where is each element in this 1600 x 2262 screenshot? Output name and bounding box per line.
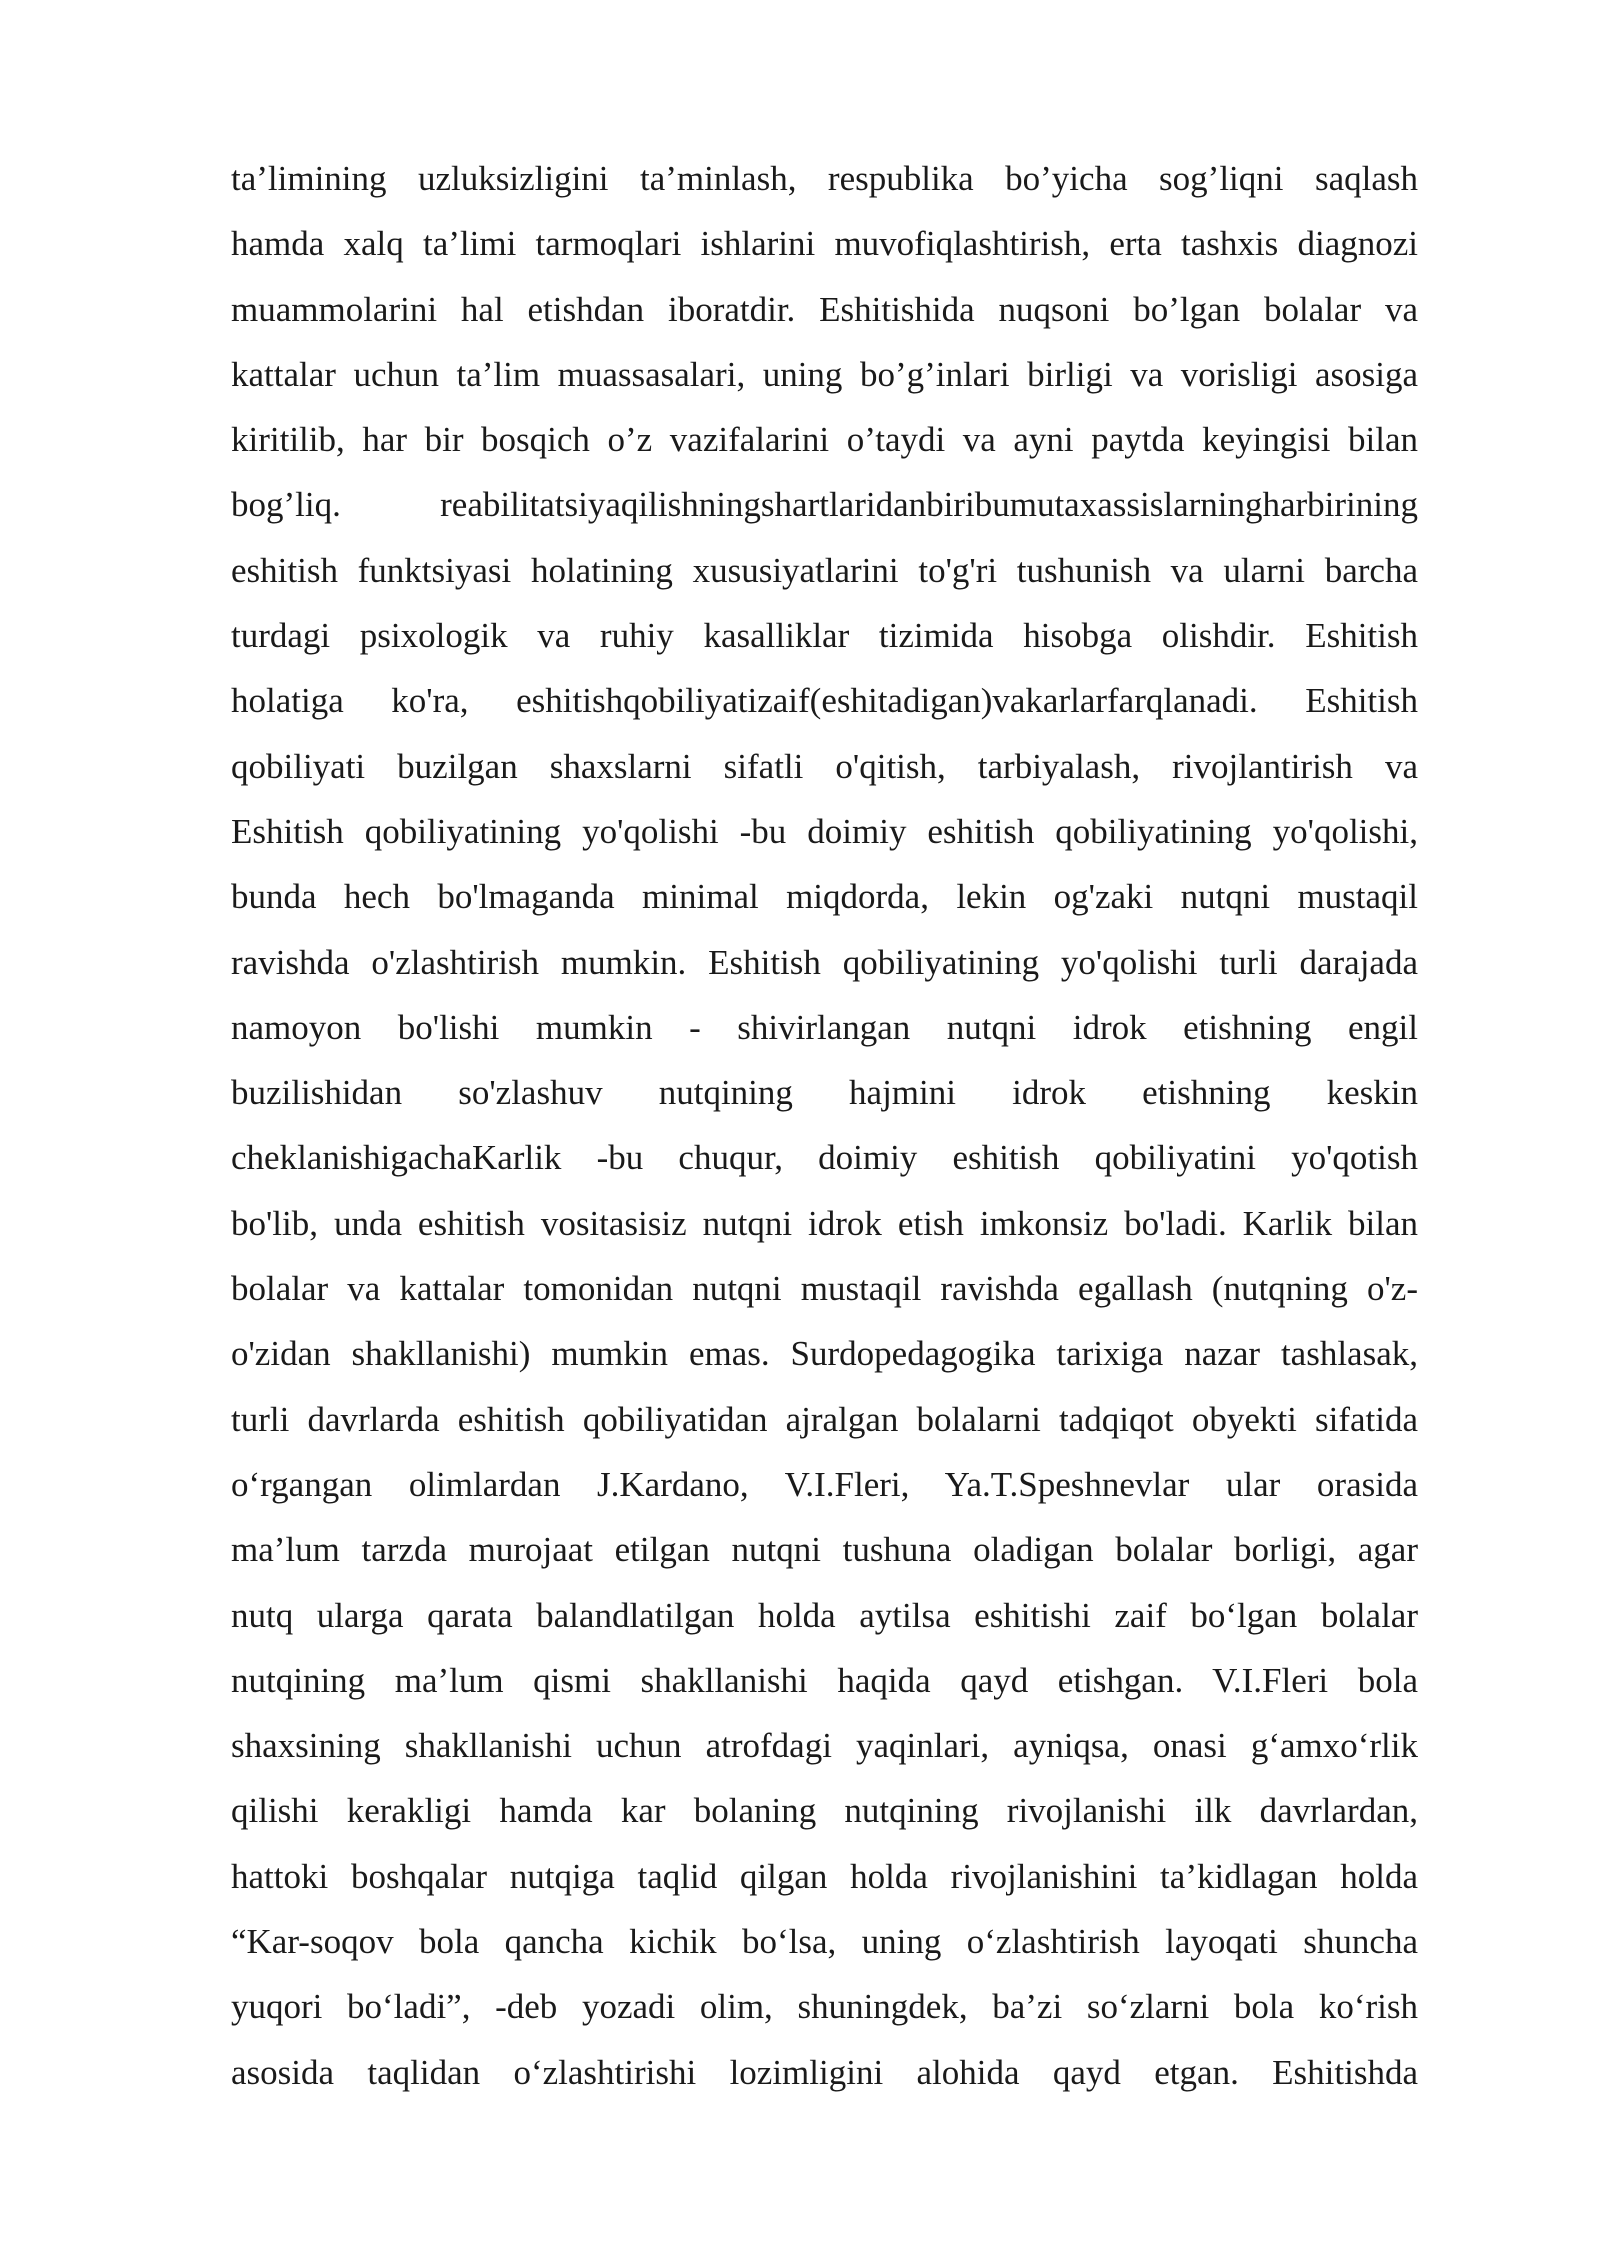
- text-line: shaxsining shakllanishi uchun atrofdagi yaqinlari, ayniqsa, onasi g‘amxo‘rlik: [231, 1726, 1418, 1766]
- text-line: Eshitish qobiliyatining yo'qolishi -bu doimiy eshitish qobiliyatining yo'qolishi,: [231, 811, 1418, 851]
- text-line: qilishi kerakligi hamda kar bolaning nutqining rivojlanishi ilk davrlardan,: [231, 1791, 1418, 1831]
- text-line: ta’limining uzluksizligini ta’minlash, respublika bo’yicha sog’liqni saqlash: [231, 159, 1418, 198]
- text-line: bog’liq. reabilitatsiyaqilishningshartlaridanbiribumutaxassislarningharbirining: [231, 485, 1418, 525]
- text-line: hamda xalq ta’limi tarmoqlari ishlarini muvofiqlashtirish, erta tashxis diagnozi: [231, 224, 1418, 264]
- text-line: turli davrlarda eshitish qobiliyatidan ajralgan bolalarni tadqiqot obyekti sifatida: [231, 1399, 1418, 1439]
- text-line: cheklanishigachaKarlik -bu chuqur, doimiy eshitish qobiliyatini yo'qotish: [231, 1138, 1418, 1178]
- body-text: [231, 146, 1418, 2105]
- text-line: nutqining ma’lum qismi shakllanishi haqida qayd etishgan. V.I.Fleri bola: [231, 1660, 1418, 1700]
- text-line: o'zidan shakllanishi) mumkin emas. Surdopedagogika tarixiga nazar tashlasak,: [231, 1334, 1418, 1374]
- text-line: turdagi psixologik va ruhiy kasalliklar tizimida hisobga olishdir. Eshitish: [231, 616, 1418, 656]
- text-line: “Kar-soqov bola qancha kichik bo‘lsa, uning o‘zlashtirish layoqati shuncha: [231, 1922, 1418, 1962]
- text-line: namoyon bo'lishi mumkin - shivirlangan nutqni idrok etishning engil: [231, 1007, 1418, 1047]
- text-line: yuqori bo‘ladi”, -deb yozadi olim, shuningdek, ba’zi so‘zlarni bola ko‘rish: [231, 1987, 1418, 2027]
- text-line: kiritilib, har bir bosqich o’z vazifalarini o’taydi va ayni paytda keyingisi bilan: [231, 420, 1418, 460]
- text-line: qobiliyati buzilgan shaxslarni sifatli o'qitish, tarbiyalash, rivojlantirish va: [231, 746, 1418, 786]
- text-line: bo'lib, unda eshitish vositasisiz nutqni idrok etish imkonsiz bo'ladi. Karlik bilan: [231, 1203, 1418, 1243]
- text-line: ravishda o'zlashtirish mumkin. Eshitish qobiliyatining yo'qolishi turli darajada: [231, 942, 1418, 982]
- text-line: bolalar va kattalar tomonidan nutqni mustaqil ravishda egallash (nutqning o'z-: [231, 1269, 1418, 1309]
- text-line: o‘rgangan olimlardan J.Kardano, V.I.Fleri, Ya.T.Speshnevlar ular orasida: [231, 1464, 1418, 1504]
- text-line: ma’lum tarzda murojaat etilgan nutqni tushuna oladigan bolalar borligi, agar: [231, 1530, 1418, 1570]
- text-line: hattoki boshqalar nutqiga taqlid qilgan holda rivojlanishini ta’kidlagan holda: [231, 1856, 1418, 1896]
- text-line: buzilishidan so'zlashuv nutqining hajmini idrok etishning keskin: [231, 1073, 1418, 1113]
- text-line: bunda hech bo'lmaganda minimal miqdorda, lekin og'zaki nutqni mustaqil: [231, 877, 1418, 917]
- text-line: kattalar uchun ta’lim muassasalari, uning bo’g’inlari birligi va vorisligi asosiga: [231, 354, 1418, 394]
- text-line: eshitish funktsiyasi holatining xususiyatlarini to'g'ri tushunish va ularni barcha: [231, 550, 1418, 590]
- text-line: muammolarini hal etishdan iboratdir. Eshitishida nuqsoni bo’lgan bolalar va: [231, 289, 1418, 329]
- text-line: nutq ularga qarata balandlatilgan holda aytilsa eshitishi zaif bo‘lgan bolalar: [231, 1595, 1418, 1635]
- text-line: holatiga ko'ra, eshitishqobiliyatizaif(eshitadigan)vakarlarfarqlanadi. Eshitish: [231, 681, 1418, 721]
- text-line: asosida taqlidan o‘zlashtirishi lozimligini alohida qayd etgan. Eshitishda: [231, 2052, 1418, 2092]
